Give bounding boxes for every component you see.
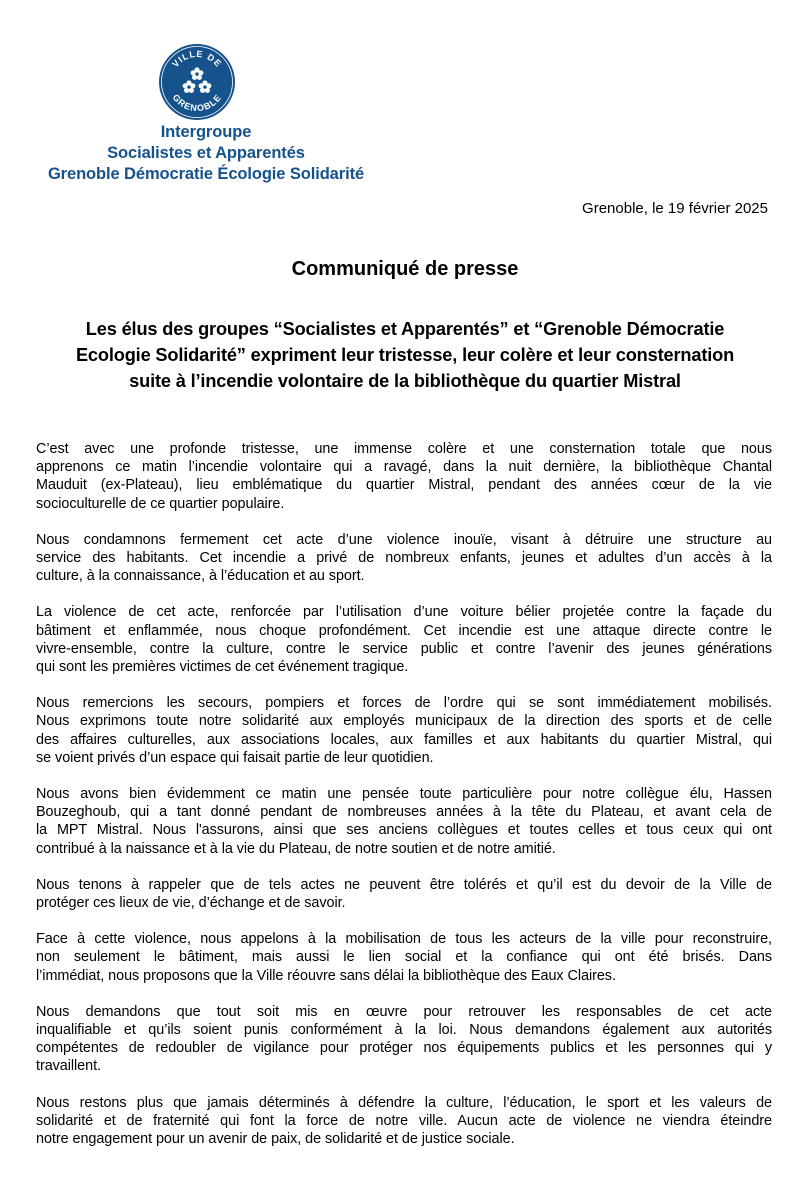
- paragraph: [36, 440, 772, 513]
- paragraph-line: La violence de cet acte, renforcée par l’utilisation d’une voiture bélier projetée contre la façade du: [36, 604, 772, 621]
- paragraph: [36, 1003, 772, 1076]
- paragraph-line: inqualifiable et qu’ils soient punis conformément à la loi. Nous demandons également aux autorités: [36, 1022, 772, 1039]
- paragraph-line: Nous avons bien évidemment ce matin une pensée toute particulière pour notre collègue élu, Hassen: [36, 786, 772, 803]
- paragraph-line: Mauduit (ex-Plateau), lieu emblématique du quartier Mistral, pendant des années cœur de la vie: [36, 477, 772, 494]
- paragraph-line: Nous remercions les secours, pompiers et forces de l’ordre qui se sont immédiatement mobilisés.: [36, 695, 772, 712]
- paragraph: [36, 876, 772, 912]
- paragraph-line: socioculturelle de ce quartier populaire.: [36, 495, 285, 512]
- paragraph: [36, 694, 772, 767]
- paragraph-line: Bouzeghoub, qui a tant donné pendant de nombreuses années à la tête du Plateau, et avant cela de: [36, 804, 772, 821]
- paragraph-line: travaillent.: [36, 1058, 101, 1075]
- paragraph-line: culture, à la connaissance, à l’éducation et au sport.: [36, 568, 365, 585]
- paragraph: [36, 531, 772, 586]
- paragraph: [36, 603, 772, 676]
- paragraph-line: Nous restons plus que jamais déterminés à défendre la culture, l’éducation, le sport et les valeurs de: [36, 1094, 772, 1111]
- paragraph-line: Nous tenons à rappeler que de tels actes ne peuvent être tolérés et qu’il est du devoir de la Ville de: [36, 876, 772, 893]
- logo-text-bottom: GRENOBLE: [170, 92, 224, 114]
- paragraph: [36, 930, 772, 985]
- paragraph-line: des affaires culturelles, aux associations locales, aux familles et aux habitants du quartier Mistral, qui: [36, 731, 772, 748]
- paragraph: [36, 785, 772, 858]
- group-header-line1: Intergroupe: [160, 123, 252, 141]
- paragraph-line: Nous demandons que tout soit mis en œuvre pour retrouver les responsables de cet acte: [36, 1003, 772, 1020]
- paragraph-line: bâtiment et enflammée, nous choque profondément. Cet incendie est une attaque directe contre le: [36, 622, 772, 639]
- group-header-line3: Grenoble Démocratie Écologie Solidarité: [47, 165, 365, 183]
- paragraph-line: compétentes de redoubler de vigilance pour protéger nos équipements publics et les personnes qui y: [36, 1040, 772, 1057]
- paragraph-line: Face à cette violence, nous appelons à la mobilisation de tous les acteurs de la ville pour reconstruire,: [36, 931, 772, 948]
- paragraph-line: contribué à la naissance et à la vie du Plateau, de notre soutien et de notre amitié.: [36, 840, 556, 857]
- paragraph-line: notre engagement pour un avenir de paix, de solidarité et de justice sociale.: [36, 1131, 515, 1148]
- headline: [36, 316, 774, 394]
- document-date: Grenoble, le 19 février 2025: [582, 200, 768, 217]
- ville-de-grenoble-logo: [158, 43, 236, 121]
- paragraph-line: qui sont les premières victimes de cet événement tragique.: [36, 659, 409, 676]
- paragraph-line: vivre-ensemble, contre la culture, contre le service public et contre l’avenir des jeunes générations: [36, 640, 772, 657]
- headline-line2: Ecologie Solidarité” expriment leur tristesse, leur colère et leur consternation: [75, 345, 735, 365]
- headline-line1: Les élus des groupes “Socialistes et Apparentés” et “Grenoble Démocratie: [85, 319, 725, 339]
- body-text: [36, 440, 772, 1166]
- paragraph-line: protéger ces lieux de vie, d’échange et de savoir.: [36, 895, 346, 912]
- group-header-line2: Socialistes et Apparentés: [107, 144, 305, 162]
- paragraph-line: solidarité et de fraternité qui font la force de notre ville. Aucun acte de violence ne viendra éteindre: [36, 1112, 772, 1129]
- paragraph: [36, 1094, 772, 1149]
- headline-line3: suite à l’incendie volontaire de la bibliothèque du quartier Mistral: [129, 371, 681, 391]
- paragraph-line: se voient privés d’un espace qui faisait partie de leur quotidien.: [36, 749, 434, 766]
- paragraph-line: Nous exprimons toute notre solidarité aux employés municipaux de la direction des sports et de celle: [36, 713, 772, 730]
- group-header: [36, 122, 376, 185]
- paragraph-line: service des habitants. Cet incendie a privé de nombreux enfants, jeunes et adultes d’un accès à la: [36, 550, 772, 567]
- paragraph-line: non seulement le bâtiment, mais aussi le lien social et la confiance qui ont été brisés. Dans: [36, 949, 772, 966]
- document-title: Communiqué de presse: [291, 258, 519, 280]
- paragraph-line: l’immédiat, nous proposons que la Ville réouvre sans délai la bibliothèque des Eaux Claires.: [36, 967, 616, 984]
- paragraph-line: Nous condamnons fermement cet acte d’une violence inouïe, visant à détruire une structure au: [36, 531, 772, 548]
- logo-text-top: VILLE DE: [170, 48, 224, 70]
- paragraph-line: C’est avec une profonde tristesse, une immense colère et une consternation totale que nous: [36, 441, 772, 457]
- paragraph-line: la MPT Mistral. Nous l'assurons, ainsi que ses anciens collègues et toutes celles et tous ceux qui ont: [36, 822, 772, 839]
- paragraph-line: apprenons ce matin l’incendie volontaire qui a ravagé, dans la nuit dernière, la bibliothèque Chantal: [36, 459, 772, 476]
